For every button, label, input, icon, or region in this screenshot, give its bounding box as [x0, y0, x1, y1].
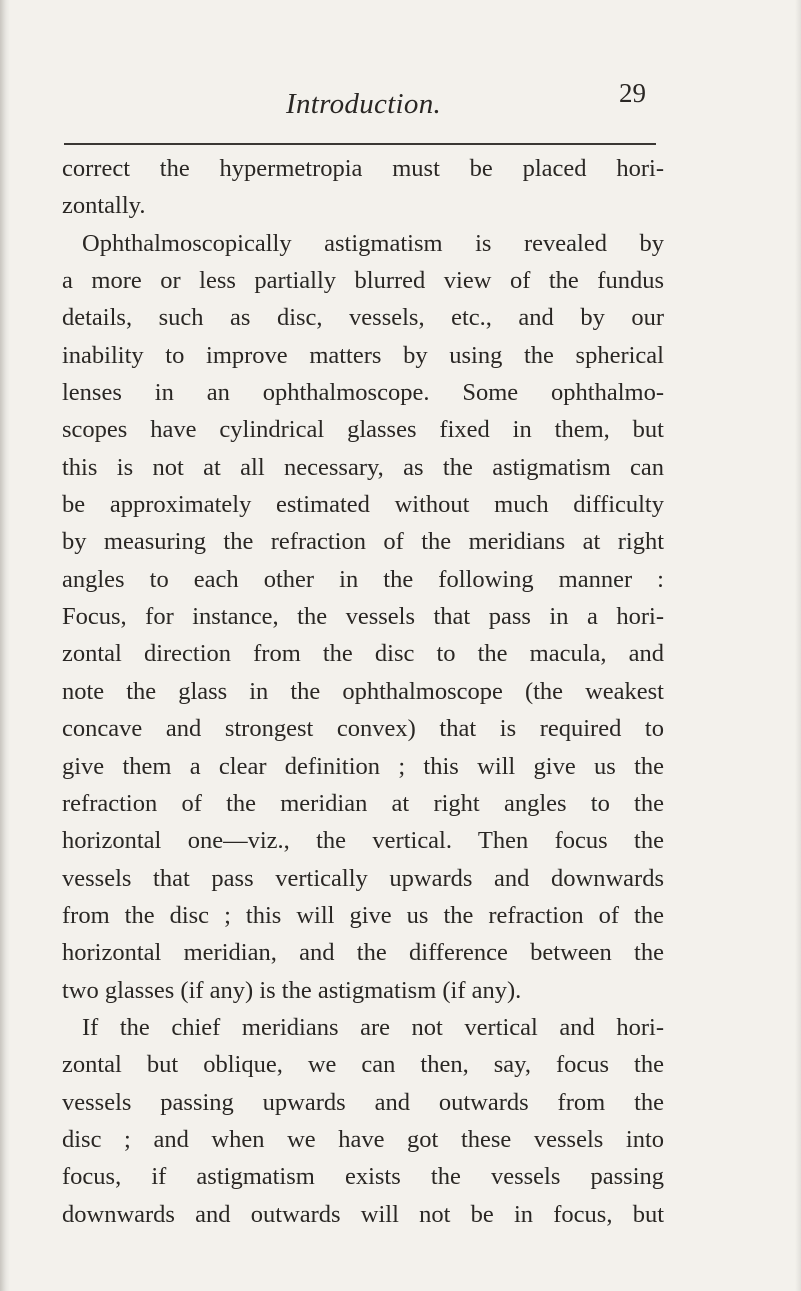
text-line: refraction of the meridian at right angles to the [62, 789, 664, 817]
text-line: vessels that pass vertically upwards and downwards [62, 864, 664, 892]
text-line: a more or less partially blurred view of the fundus [62, 267, 664, 295]
text-line: zontally. [62, 192, 146, 220]
text-line: be approximately estimated without much difficulty [62, 491, 664, 519]
text-line: disc ; and when we have got these vessels into [62, 1125, 664, 1153]
text-line: If the chief meridians are not vertical and hori- [82, 1013, 664, 1041]
text-line: concave and strongest convex) that is required to [62, 715, 664, 743]
text-line: from the disc ; this will give us the refraction of the [62, 901, 664, 929]
text-line: horizontal one—viz., the vertical. Then focus the [62, 827, 664, 855]
text-line: vessels passing upwards and outwards from the [62, 1088, 664, 1116]
page-binding-shadow [0, 0, 10, 1291]
text-line: two glasses (if any) is the astigmatism (if any). [62, 976, 522, 1004]
text-line: by measuring the refraction of the meridians at right [62, 528, 664, 556]
text-line: Ophthalmoscopically astigmatism is revealed by [82, 229, 664, 257]
text-line: focus, if astigmatism exists the vessels passing [62, 1163, 664, 1191]
text-line: give them a clear definition ; this will give us the [62, 752, 664, 780]
body-text [62, 150, 664, 1233]
text-line: downwards and outwards will not be in focus, but [62, 1200, 664, 1228]
header-rule [64, 143, 656, 145]
text-line: horizontal meridian, and the difference between the [62, 939, 664, 967]
text-line: lenses in an ophthalmoscope. Some ophthalmo- [62, 379, 664, 407]
text-line: note the glass in the ophthalmoscope (the weakest [62, 677, 664, 705]
text-line: correct the hypermetropia must be placed hori- [62, 155, 664, 182]
text-line: Focus, for instance, the vessels that pass in a hori- [62, 603, 664, 631]
text-line: zontal but oblique, we can then, say, focus the [62, 1051, 664, 1079]
running-header [0, 74, 801, 134]
text-line: angles to each other in the following manner : [62, 565, 664, 593]
text-line: zontal direction from the disc to the macula, and [62, 640, 664, 668]
text-line: scopes have cylindrical glasses fixed in them, but [62, 416, 664, 444]
text-line: inability to improve matters by using the spherical [62, 341, 664, 369]
text-line: this is not at all necessary, as the astigmatism can [62, 453, 664, 481]
running-title: Introduction. [286, 88, 442, 120]
page-edge [795, 0, 801, 1291]
page-number: 29 [619, 78, 646, 108]
text-line: details, such as disc, vessels, etc., and by our [62, 304, 664, 332]
